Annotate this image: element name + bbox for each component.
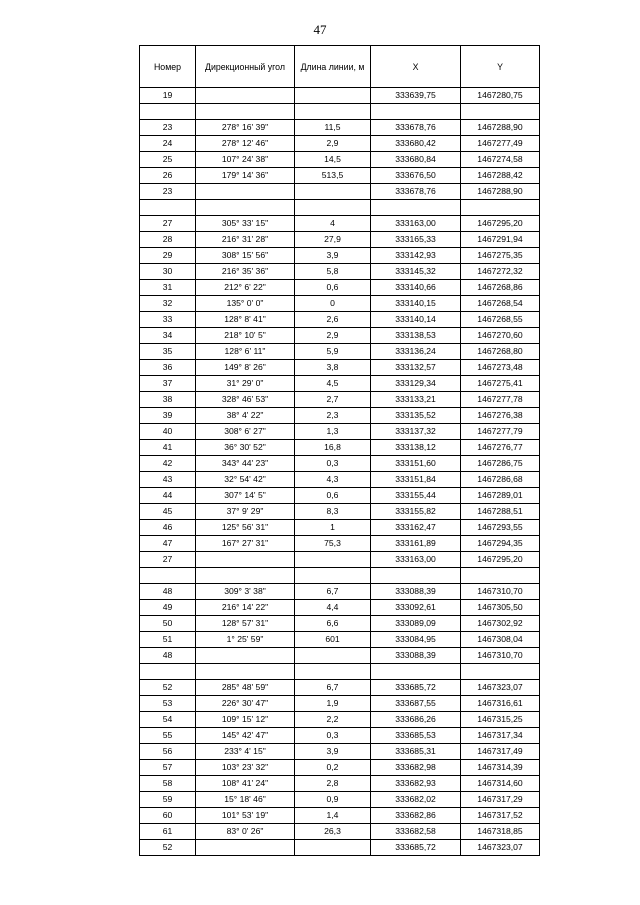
table-row	[140, 168, 540, 184]
table-row	[140, 712, 540, 728]
cell-line-length: 4,5	[295, 376, 371, 392]
cell-direction-angle	[196, 200, 295, 216]
cell-direction-angle: 307° 14' 5"	[196, 488, 295, 504]
cell-number: 41	[140, 440, 196, 456]
cell-y: 1467291,94	[461, 232, 540, 248]
cell-number: 60	[140, 808, 196, 824]
cell-y: 1467305,50	[461, 600, 540, 616]
table-row	[140, 472, 540, 488]
table-row	[140, 120, 540, 136]
cell-direction-angle	[196, 840, 295, 856]
cell-direction-angle	[196, 552, 295, 568]
cell-x: 333129,34	[371, 376, 461, 392]
cell-y: 1467318,85	[461, 824, 540, 840]
cell-number: 52	[140, 680, 196, 696]
cell-number: 54	[140, 712, 196, 728]
cell-direction-angle: 135° 0' 0"	[196, 296, 295, 312]
table-row	[140, 248, 540, 264]
cell-x: 333084,95	[371, 632, 461, 648]
cell-number: 56	[140, 744, 196, 760]
cell-number: 47	[140, 536, 196, 552]
cell-direction-angle: 278° 16' 39"	[196, 120, 295, 136]
cell-number: 26	[140, 168, 196, 184]
cell-x	[371, 200, 461, 216]
cell-x: 333138,12	[371, 440, 461, 456]
cell-line-length	[295, 104, 371, 120]
cell-direction-angle	[196, 648, 295, 664]
cell-line-length	[295, 200, 371, 216]
cell-x: 333163,00	[371, 216, 461, 232]
table-row	[140, 600, 540, 616]
cell-number: 23	[140, 184, 196, 200]
header-row	[140, 46, 540, 88]
table-row	[140, 792, 540, 808]
cell-direction-angle: 128° 57' 31"	[196, 616, 295, 632]
cell-line-length: 2,9	[295, 328, 371, 344]
cell-number: 37	[140, 376, 196, 392]
cell-x	[371, 664, 461, 680]
cell-direction-angle: 38° 4' 22"	[196, 408, 295, 424]
table-row	[140, 680, 540, 696]
cell-y: 1467295,20	[461, 216, 540, 232]
cell-direction-angle: 308° 6' 27"	[196, 424, 295, 440]
cell-y: 1467317,49	[461, 744, 540, 760]
cell-line-length: 2,3	[295, 408, 371, 424]
cell-line-length: 75,3	[295, 536, 371, 552]
cell-x: 333162,47	[371, 520, 461, 536]
cell-line-length	[295, 184, 371, 200]
cell-x: 333136,24	[371, 344, 461, 360]
cell-line-length: 2,9	[295, 136, 371, 152]
cell-y: 1467280,75	[461, 88, 540, 104]
cell-direction-angle: 128° 8' 41"	[196, 312, 295, 328]
cell-x: 333687,55	[371, 696, 461, 712]
cell-y: 1467317,29	[461, 792, 540, 808]
cell-line-length: 8,3	[295, 504, 371, 520]
cell-number	[140, 200, 196, 216]
table-row	[140, 504, 540, 520]
cell-x: 333163,00	[371, 552, 461, 568]
cell-line-length: 0,2	[295, 760, 371, 776]
cell-number: 53	[140, 696, 196, 712]
cell-number: 33	[140, 312, 196, 328]
cell-number: 27	[140, 216, 196, 232]
cell-direction-angle	[196, 568, 295, 584]
cell-number: 48	[140, 584, 196, 600]
coordinates-table	[139, 45, 540, 856]
cell-line-length: 3,8	[295, 360, 371, 376]
cell-direction-angle: 32° 54' 42"	[196, 472, 295, 488]
cell-x: 333155,44	[371, 488, 461, 504]
cell-y	[461, 104, 540, 120]
table-row	[140, 264, 540, 280]
cell-x: 333685,72	[371, 680, 461, 696]
table-row	[140, 104, 540, 120]
table-row	[140, 232, 540, 248]
cell-y: 1467276,38	[461, 408, 540, 424]
table-row	[140, 344, 540, 360]
table-row	[140, 424, 540, 440]
cell-line-length: 2,2	[295, 712, 371, 728]
cell-y: 1467308,04	[461, 632, 540, 648]
cell-number: 43	[140, 472, 196, 488]
cell-line-length: 0	[295, 296, 371, 312]
cell-y: 1467273,48	[461, 360, 540, 376]
cell-x: 333088,39	[371, 584, 461, 600]
header-x: X	[371, 46, 461, 88]
cell-line-length: 0,6	[295, 280, 371, 296]
cell-line-length: 601	[295, 632, 371, 648]
cell-x: 333685,53	[371, 728, 461, 744]
cell-y: 1467277,78	[461, 392, 540, 408]
table-row	[140, 744, 540, 760]
cell-direction-angle: 278° 12' 46"	[196, 136, 295, 152]
table-row	[140, 664, 540, 680]
cell-x: 333682,86	[371, 808, 461, 824]
cell-x: 333155,82	[371, 504, 461, 520]
cell-number: 44	[140, 488, 196, 504]
cell-direction-angle: 128° 6' 11"	[196, 344, 295, 360]
cell-x: 333145,32	[371, 264, 461, 280]
table-row	[140, 840, 540, 856]
header-number: Номер	[140, 46, 196, 88]
cell-x: 333685,31	[371, 744, 461, 760]
cell-number: 59	[140, 792, 196, 808]
cell-y: 1467268,86	[461, 280, 540, 296]
cell-x: 333092,61	[371, 600, 461, 616]
table-row	[140, 488, 540, 504]
cell-number: 45	[140, 504, 196, 520]
table-row	[140, 376, 540, 392]
cell-number: 50	[140, 616, 196, 632]
cell-y: 1467288,90	[461, 120, 540, 136]
cell-x	[371, 104, 461, 120]
cell-x: 333138,53	[371, 328, 461, 344]
table-row	[140, 696, 540, 712]
cell-y: 1467286,68	[461, 472, 540, 488]
cell-x: 333137,32	[371, 424, 461, 440]
cell-number: 52	[140, 840, 196, 856]
table-row	[140, 360, 540, 376]
cell-x: 333682,02	[371, 792, 461, 808]
cell-x: 333132,57	[371, 360, 461, 376]
cell-number: 30	[140, 264, 196, 280]
cell-y: 1467314,60	[461, 776, 540, 792]
cell-line-length: 2,6	[295, 312, 371, 328]
cell-line-length: 6,6	[295, 616, 371, 632]
cell-x: 333089,09	[371, 616, 461, 632]
cell-y: 1467295,20	[461, 552, 540, 568]
cell-y	[461, 664, 540, 680]
cell-y: 1467288,51	[461, 504, 540, 520]
table-row	[140, 760, 540, 776]
cell-line-length: 3,9	[295, 248, 371, 264]
cell-line-length	[295, 664, 371, 680]
cell-line-length: 1,9	[295, 696, 371, 712]
table-row	[140, 552, 540, 568]
cell-y: 1467275,35	[461, 248, 540, 264]
cell-x: 333682,93	[371, 776, 461, 792]
cell-x: 333682,58	[371, 824, 461, 840]
table-row	[140, 648, 540, 664]
cell-number: 24	[140, 136, 196, 152]
cell-line-length	[295, 552, 371, 568]
table-row	[140, 184, 540, 200]
header-line-length: Длина линии, м	[295, 46, 371, 88]
table-row	[140, 296, 540, 312]
cell-x: 333680,84	[371, 152, 461, 168]
cell-direction-angle: 167° 27' 31"	[196, 536, 295, 552]
cell-direction-angle	[196, 664, 295, 680]
cell-y: 1467270,60	[461, 328, 540, 344]
cell-number: 31	[140, 280, 196, 296]
page-number: 47	[313, 22, 327, 37]
cell-number: 39	[140, 408, 196, 424]
cell-line-length	[295, 88, 371, 104]
cell-x: 333142,93	[371, 248, 461, 264]
cell-line-length: 27,9	[295, 232, 371, 248]
table-row	[140, 824, 540, 840]
cell-y: 1467323,07	[461, 840, 540, 856]
cell-y: 1467293,55	[461, 520, 540, 536]
cell-x: 333682,98	[371, 760, 461, 776]
cell-direction-angle: 179° 14' 36"	[196, 168, 295, 184]
cell-direction-angle: 103° 23' 32"	[196, 760, 295, 776]
cell-line-length: 5,8	[295, 264, 371, 280]
cell-y: 1467289,01	[461, 488, 540, 504]
cell-line-length: 6,7	[295, 680, 371, 696]
header-y: Y	[461, 46, 540, 88]
table-body	[140, 88, 540, 856]
table-row	[140, 152, 540, 168]
cell-number: 61	[140, 824, 196, 840]
cell-line-length: 16,8	[295, 440, 371, 456]
cell-direction-angle: 145° 42' 47"	[196, 728, 295, 744]
cell-number: 34	[140, 328, 196, 344]
cell-y: 1467314,39	[461, 760, 540, 776]
cell-number	[140, 568, 196, 584]
cell-x: 333140,15	[371, 296, 461, 312]
cell-direction-angle: 233° 4' 15"	[196, 744, 295, 760]
table-row	[140, 328, 540, 344]
cell-line-length: 5,9	[295, 344, 371, 360]
cell-direction-angle: 343° 44' 23"	[196, 456, 295, 472]
cell-line-length: 0,6	[295, 488, 371, 504]
table-row	[140, 312, 540, 328]
cell-line-length: 6,7	[295, 584, 371, 600]
cell-line-length	[295, 840, 371, 856]
cell-y: 1467323,07	[461, 680, 540, 696]
cell-number: 28	[140, 232, 196, 248]
cell-x: 333686,26	[371, 712, 461, 728]
cell-direction-angle: 108° 41' 24"	[196, 776, 295, 792]
cell-line-length: 4,3	[295, 472, 371, 488]
cell-y	[461, 200, 540, 216]
table-row	[140, 392, 540, 408]
cell-direction-angle: 218° 10' 5"	[196, 328, 295, 344]
table-row	[140, 408, 540, 424]
cell-number: 46	[140, 520, 196, 536]
cell-direction-angle: 1° 25' 59"	[196, 632, 295, 648]
cell-number: 38	[140, 392, 196, 408]
cell-line-length: 1	[295, 520, 371, 536]
cell-line-length: 4	[295, 216, 371, 232]
cell-x: 333165,33	[371, 232, 461, 248]
cell-x: 333678,76	[371, 184, 461, 200]
cell-number: 25	[140, 152, 196, 168]
cell-direction-angle	[196, 184, 295, 200]
cell-line-length: 2,8	[295, 776, 371, 792]
table-row	[140, 440, 540, 456]
cell-y: 1467310,70	[461, 648, 540, 664]
cell-direction-angle: 212° 6' 22"	[196, 280, 295, 296]
table-row	[140, 200, 540, 216]
cell-direction-angle	[196, 104, 295, 120]
cell-x	[371, 568, 461, 584]
cell-direction-angle: 15° 18' 46"	[196, 792, 295, 808]
cell-x: 333639,75	[371, 88, 461, 104]
cell-line-length: 0,3	[295, 456, 371, 472]
header-direction-angle: Дирекционный угол	[196, 46, 295, 88]
table-header	[140, 46, 540, 88]
cell-number: 36	[140, 360, 196, 376]
cell-y: 1467268,55	[461, 312, 540, 328]
table-row	[140, 568, 540, 584]
cell-y: 1467286,75	[461, 456, 540, 472]
cell-direction-angle: 308° 15' 56"	[196, 248, 295, 264]
cell-direction-angle: 36° 30' 52"	[196, 440, 295, 456]
cell-x: 333676,50	[371, 168, 461, 184]
cell-number: 55	[140, 728, 196, 744]
cell-y: 1467275,41	[461, 376, 540, 392]
cell-x: 333133,21	[371, 392, 461, 408]
cell-direction-angle: 37° 9' 29"	[196, 504, 295, 520]
cell-x: 333678,76	[371, 120, 461, 136]
cell-y: 1467310,70	[461, 584, 540, 600]
cell-y: 1467277,79	[461, 424, 540, 440]
cell-line-length: 1,3	[295, 424, 371, 440]
cell-x: 333088,39	[371, 648, 461, 664]
cell-direction-angle: 305° 33' 15"	[196, 216, 295, 232]
cell-line-length: 4,4	[295, 600, 371, 616]
cell-x: 333151,84	[371, 472, 461, 488]
cell-number: 35	[140, 344, 196, 360]
cell-y: 1467316,61	[461, 696, 540, 712]
cell-line-length: 14,5	[295, 152, 371, 168]
cell-number	[140, 664, 196, 680]
cell-number	[140, 104, 196, 120]
cell-direction-angle: 31° 29' 0"	[196, 376, 295, 392]
cell-x: 333151,60	[371, 456, 461, 472]
cell-number: 51	[140, 632, 196, 648]
cell-y: 1467302,92	[461, 616, 540, 632]
cell-y	[461, 568, 540, 584]
cell-y: 1467288,42	[461, 168, 540, 184]
table-row	[140, 616, 540, 632]
cell-line-length	[295, 568, 371, 584]
cell-direction-angle: 216° 35' 36"	[196, 264, 295, 280]
cell-direction-angle: 109° 15' 12"	[196, 712, 295, 728]
cell-y: 1467268,80	[461, 344, 540, 360]
cell-y: 1467294,35	[461, 536, 540, 552]
table-row	[140, 456, 540, 472]
cell-number: 49	[140, 600, 196, 616]
cell-line-length: 11,5	[295, 120, 371, 136]
cell-x: 333685,72	[371, 840, 461, 856]
table-row	[140, 632, 540, 648]
cell-direction-angle: 83° 0' 26"	[196, 824, 295, 840]
cell-direction-angle: 107° 24' 38"	[196, 152, 295, 168]
cell-line-length: 0,3	[295, 728, 371, 744]
cell-y: 1467268,54	[461, 296, 540, 312]
cell-direction-angle: 149° 8' 26"	[196, 360, 295, 376]
table-row	[140, 536, 540, 552]
cell-direction-angle: 309° 3' 38"	[196, 584, 295, 600]
table-row	[140, 280, 540, 296]
cell-y: 1467317,52	[461, 808, 540, 824]
cell-direction-angle: 125° 56' 31"	[196, 520, 295, 536]
cell-number: 32	[140, 296, 196, 312]
cell-y: 1467276,77	[461, 440, 540, 456]
cell-direction-angle: 101° 53' 19"	[196, 808, 295, 824]
cell-y: 1467317,34	[461, 728, 540, 744]
table-row	[140, 776, 540, 792]
table-row	[140, 136, 540, 152]
cell-number: 40	[140, 424, 196, 440]
table-row	[140, 216, 540, 232]
table-row	[140, 520, 540, 536]
cell-x: 333680,42	[371, 136, 461, 152]
cell-y: 1467274,58	[461, 152, 540, 168]
cell-number: 19	[140, 88, 196, 104]
cell-line-length	[295, 648, 371, 664]
cell-line-length: 3,9	[295, 744, 371, 760]
cell-y: 1467277,49	[461, 136, 540, 152]
cell-direction-angle: 285° 48' 59"	[196, 680, 295, 696]
cell-x: 333140,66	[371, 280, 461, 296]
cell-y: 1467288,90	[461, 184, 540, 200]
cell-y: 1467315,25	[461, 712, 540, 728]
cell-y: 1467272,32	[461, 264, 540, 280]
table-row	[140, 808, 540, 824]
cell-direction-angle: 216° 31' 28"	[196, 232, 295, 248]
cell-number: 57	[140, 760, 196, 776]
cell-number: 42	[140, 456, 196, 472]
cell-number: 27	[140, 552, 196, 568]
cell-x: 333140,14	[371, 312, 461, 328]
cell-number: 29	[140, 248, 196, 264]
cell-line-length: 26,3	[295, 824, 371, 840]
cell-line-length: 513,5	[295, 168, 371, 184]
cell-line-length: 1,4	[295, 808, 371, 824]
cell-x: 333161,89	[371, 536, 461, 552]
cell-direction-angle: 216° 14' 22"	[196, 600, 295, 616]
cell-number: 58	[140, 776, 196, 792]
cell-direction-angle: 226° 30' 47"	[196, 696, 295, 712]
cell-x: 333135,52	[371, 408, 461, 424]
cell-direction-angle: 328° 46' 53"	[196, 392, 295, 408]
cell-line-length: 2,7	[295, 392, 371, 408]
cell-line-length: 0,9	[295, 792, 371, 808]
table-row	[140, 584, 540, 600]
cell-number: 48	[140, 648, 196, 664]
table-row	[140, 728, 540, 744]
table-row	[140, 88, 540, 104]
cell-direction-angle	[196, 88, 295, 104]
cell-number: 23	[140, 120, 196, 136]
